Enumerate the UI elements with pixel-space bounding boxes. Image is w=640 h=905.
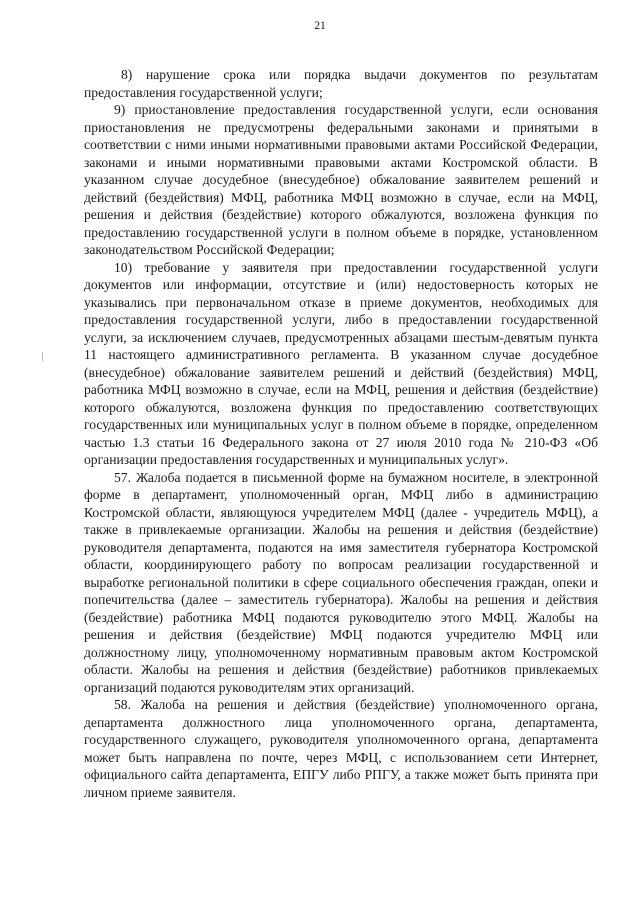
paragraph-item-8: 8) нарушение срока или порядка выдачи документов по результатам предоставления государственной услуги; <box>84 67 598 100</box>
page-number: 21 <box>314 20 326 32</box>
paragraph-item-10: 10) требование у заявителя при предоставлении государственной услуги документов или информации, отсутствие и (или) недостоверность которых не указывались при первоначальном отказе в приеме документов, необходимых для предоставления государственной услуги, либо в предоставлении государственной услуги, за исключением случаев, предусмотренных абзацами шестым-девятым пункта 11 настоящего административного регламента. В указанном случае досудебное (внесудебное) обжалование заявителем решений и действий (бездействия) МФЦ, работника МФЦ возможно в случае, если на МФЦ, решения и действия (бездействие) которого обжалуются, возложена функция по предоставлению соответствующих государственных или муниципальных услуг в полном объеме в порядке, определенном частью 1.3 статьи 16 Федерального закона от 27 июля 2010 года № 210-ФЗ «Об организации предоставления государственных и муниципальных услуг». <box>84 259 598 467</box>
paragraph-item-9: 9) приостановление предоставления государственной услуги, если основания приостановления не предусмотрены федеральными законами и принятыми в соответствии с ними иными нормативными правовыми актами Российской Федерации, законами и иными нормативными правовыми актами Костромской области. В указанном случае досудебное (внесудебное) обжалование заявителем решений и действий (бездействия) МФЦ, работника МФЦ возможно в случае, если на МФЦ, решения и действия (бездействие) которого обжалуются, возложена функция по предоставлению государственной услуги в полном объеме в порядке, установленном законодательством Российской Федерации; <box>84 102 598 257</box>
paragraph-58: 58. Жалоба на решения и действия (бездействие) уполномоченного органа, департамента должностного лица уполномоченного органа, департамента, государственного служащего, руководителя уполномоченного органа, департамента может быть направлена по почте, через МФЦ, с использованием сети Интернет, официального сайта департамента, ЕПГУ либо РПГУ, а также может быть принята при личном приеме заявителя. <box>84 697 598 800</box>
paragraph-57: 57. Жалоба подается в письменной форме на бумажном носителе, в электронной форме в департамент, уполномоченный орган, МФЦ либо в администрацию Костромской области, являющуюся учредителем МФЦ (далее - учредитель МФЦ), а также в привлекаемые организации. Жалобы на решения и действия (бездействие) руководителя департамента, подаются на имя заместителя губернатора Костромской области, координирующего работу по вопросам реализации государственной и выработке региональной политики в сфере социального обеспечения граждан, опеки и попечительства (далее – заместитель губернатора). Жалобы на решения и действия (бездействие) работника МФЦ подаются руководителю этого МФЦ. Жалобы на решения и действия (бездействие) МФЦ подаются учредителю МФЦ или должностному лицу, уполномоченному нормативным правовым актом Костромской области. Жалобы на решения и действия (бездействие) работников привлекаемых организаций подаются руководителям этих организаций. <box>84 469 598 695</box>
document-body <box>84 66 598 801</box>
margin-mark <box>42 352 43 361</box>
